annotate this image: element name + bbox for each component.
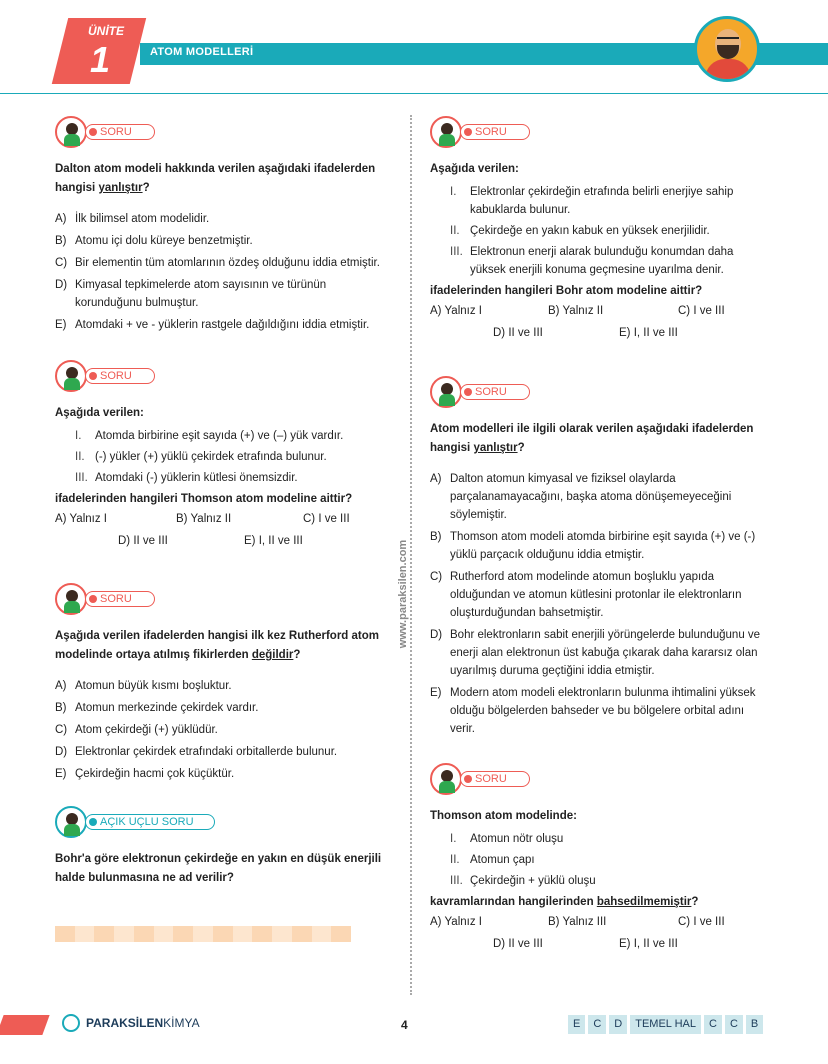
question-stem: Dalton atom modeli hakkında verilen aşağıdaki ifadelerden hangisi yanlıştır? <box>55 163 376 194</box>
soru-badge <box>55 583 165 617</box>
option: A) İlk bilimsel atom modelidir. <box>55 213 210 225</box>
option: C) Rutherford atom modelinde atomun boşluklu yapıda olduğundan ve atomun kütlesini protonlar ile elektronların oluşturduğundan bahsetmiştir. <box>430 571 742 619</box>
answer: A) Yalnız I <box>430 305 482 317</box>
roman-items <box>450 830 770 890</box>
badge-label: AÇIK UÇLU SORU <box>100 816 194 828</box>
avatar-beard <box>717 45 739 59</box>
stripe-segment <box>134 926 154 942</box>
answer-key-cell: E <box>568 1015 585 1034</box>
answer-key <box>568 1015 763 1034</box>
mascot-icon <box>55 116 87 148</box>
unit-word: ÜNİTE <box>88 24 124 38</box>
column-divider <box>410 115 412 995</box>
mascot-icon <box>430 116 462 148</box>
item: III. Çekirdeğin + yüklü oluşu <box>450 875 596 887</box>
mascot-icon <box>55 806 87 838</box>
answer: E) I, II ve III <box>619 938 678 950</box>
unit-badge <box>60 18 138 84</box>
header-rule <box>0 93 828 94</box>
item: II. Atomun çapı <box>450 854 535 866</box>
question-intro: Aşağıda verilen: <box>55 407 144 419</box>
badge-label: SORU <box>100 593 132 605</box>
option: D) Bohr elektronların sabit enerjili yörüngelerde bulunduğunu ve enerji alan elektronun üst kabuğa çıkarak daha kararsız olan uyarılmış duruma geçtiğini iddia etmiştir. <box>430 629 761 677</box>
answer: D) II ve III <box>493 327 543 339</box>
avatar-glasses <box>717 37 739 43</box>
badge-label: SORU <box>475 773 507 785</box>
stripe-segment <box>292 926 312 942</box>
option: B) Atomu içi dolu küreye benzetmiştir. <box>55 235 253 247</box>
answer: C) I ve III <box>303 513 350 525</box>
mascot-icon <box>55 360 87 392</box>
stripe-segment <box>114 926 134 942</box>
answers-row <box>430 938 770 960</box>
answer-key-cell: C <box>725 1015 743 1034</box>
answer: D) II ve III <box>118 535 168 547</box>
option: D) Kimyasal tepkimelerde atom sayısının ve türünün korunduğunu bulmuştur. <box>55 279 327 309</box>
soru-badge <box>430 116 540 150</box>
stripe-segment <box>213 926 233 942</box>
answer: E) I, II ve III <box>244 535 303 547</box>
option: A) Dalton atomun kimyasal ve fiziksel olaylarda parçalanamayacağını, başka atoma dönüşemeyeceğini söylemiştir. <box>430 473 732 521</box>
mascot-icon <box>55 583 87 615</box>
question-text: ifadelerinden hangileri Bohr atom modeline aittir? <box>430 285 703 297</box>
stripe-segment <box>55 926 75 942</box>
question-5 <box>430 116 770 349</box>
avatar-shirt <box>705 59 751 82</box>
option: C) Atom çekirdeği (+) yüklüdür. <box>55 724 218 736</box>
item: II. (-) yükler (+) yüklü çekirdek etrafında bulunur. <box>75 451 327 463</box>
answer-key-cell: D <box>609 1015 627 1034</box>
answer: D) II ve III <box>493 938 543 950</box>
answers-row <box>430 327 770 349</box>
stripe-segment <box>94 926 114 942</box>
footer-brand: PARAKSİLENKİMYA <box>86 1016 200 1030</box>
author-avatar <box>694 16 760 82</box>
question-2 <box>55 360 395 557</box>
answer: E) I, II ve III <box>619 327 678 339</box>
stripe-segment <box>154 926 174 942</box>
answer-key-cell: TEMEL HAL <box>630 1015 701 1034</box>
answer: B) Yalnız II <box>176 513 232 525</box>
roman-items <box>75 427 395 487</box>
mascot-icon <box>430 763 462 795</box>
badge-label: SORU <box>100 370 132 382</box>
option: B) Thomson atom modeli atomda birbirine eşit sayıda (+) ve (-) yüklü parçacık olduğunu iddia etmiştir. <box>430 531 756 561</box>
question-stem: Aşağıda verilen ifadelerden hangisi ilk kez Rutherford atom modelinde ortaya atılmış fikirlerden değildir? <box>55 630 379 661</box>
soru-badge <box>430 376 540 410</box>
acik-uclu-badge <box>55 806 225 840</box>
stripe-segment <box>173 926 193 942</box>
question-7 <box>430 763 770 960</box>
question-3 <box>55 583 395 787</box>
soru-badge <box>55 116 165 150</box>
question-text: kavramlarından hangilerinden bahsedilmemiştir? <box>430 896 699 908</box>
stripe-segment <box>312 926 332 942</box>
option: C) Bir elementin tüm atomlarının özdeş olduğunu iddia etmiştir. <box>55 257 380 269</box>
question-6 <box>430 376 770 742</box>
options-list <box>55 210 395 334</box>
item: I. Atomda birbirine eşit sayıda (+) ve (–) yük vardır. <box>75 430 344 442</box>
stripe-segment <box>272 926 292 942</box>
item: II. Çekirdeğe en yakın kabuk en yüksek enerjilidir. <box>450 225 710 237</box>
options-list <box>55 677 395 783</box>
options-list <box>430 470 770 738</box>
option: E) Modern atom modeli elektronların bulunma ihtimalini yüksek olduğu bölgelerden bahseder ve bu bölgelere orbital adını verir. <box>430 687 756 735</box>
badge-label: SORU <box>475 126 507 138</box>
roman-items <box>450 183 770 279</box>
answer-key-cell: C <box>588 1015 606 1034</box>
answer-stripe <box>55 926 351 942</box>
badge-label: SORU <box>475 386 507 398</box>
badge-label: SORU <box>100 126 132 138</box>
stripe-segment <box>233 926 253 942</box>
stripe-segment <box>193 926 213 942</box>
answers-row <box>430 305 770 327</box>
question-text: ifadelerinden hangileri Thomson atom modeline aittir? <box>55 493 353 505</box>
open-question <box>55 806 395 888</box>
stripe-segment <box>331 926 351 942</box>
soru-badge <box>55 360 165 394</box>
item: III. Elektronun enerji alarak bulunduğu konumdan daha yüksek enerjili konuma geçmesine uyarılma denir. <box>450 246 734 276</box>
option: A) Atomun büyük kısmı boşluktur. <box>55 680 232 692</box>
question-stem: Bohr'a göre elektronun çekirdeğe en yakın en düşük enerjili halde bulunmasına ne ad verilir? <box>55 853 382 884</box>
answer-key-cell: C <box>704 1015 722 1034</box>
option: E) Atomdaki + ve - yüklerin rastgele dağıldığını iddia etmiştir. <box>55 319 370 331</box>
answers-row <box>430 916 770 938</box>
question-intro: Thomson atom modelinde: <box>430 810 577 822</box>
page-number: 4 <box>401 1018 408 1032</box>
question-intro: Aşağıda verilen: <box>430 163 519 175</box>
question-stem: Atom modelleri ile ilgili olarak verilen aşağıdaki ifadelerden hangisi yanlıştır? <box>430 423 754 454</box>
stripe-segment <box>75 926 95 942</box>
item: I. Elektronlar çekirdeğin etrafında belirli enerjiye sahip kabuklarda bulunur. <box>450 186 734 216</box>
answer: A) Yalnız I <box>430 916 482 928</box>
answer-key-cell: B <box>746 1015 763 1034</box>
answer: C) I ve III <box>678 305 725 317</box>
option: B) Atomun merkezinde çekirdek vardır. <box>55 702 259 714</box>
question-1 <box>55 116 395 338</box>
answer: B) Yalnız III <box>548 916 607 928</box>
page-title: ATOM MODELLERİ <box>150 46 254 58</box>
answer: B) Yalnız II <box>548 305 604 317</box>
soru-badge <box>430 763 540 797</box>
footer-accent <box>0 1015 50 1035</box>
item: I. Atomun nötr oluşu <box>450 833 564 845</box>
stripe-segment <box>252 926 272 942</box>
item: III. Atomdaki (-) yüklerin kütlesi önemsizdir. <box>75 472 298 484</box>
brand-logo-icon <box>62 1014 80 1032</box>
option: E) Çekirdeğin hacmi çok küçüktür. <box>55 768 235 780</box>
mascot-icon <box>430 376 462 408</box>
answers-row <box>55 535 395 557</box>
option: D) Elektronlar çekirdek etrafındaki orbitallerde bulunur. <box>55 746 338 758</box>
answers-row <box>55 513 395 535</box>
unit-number: 1 <box>90 39 111 80</box>
answer: A) Yalnız I <box>55 513 107 525</box>
website-text: www.paraksilen.com <box>397 539 409 649</box>
answer: C) I ve III <box>678 916 725 928</box>
